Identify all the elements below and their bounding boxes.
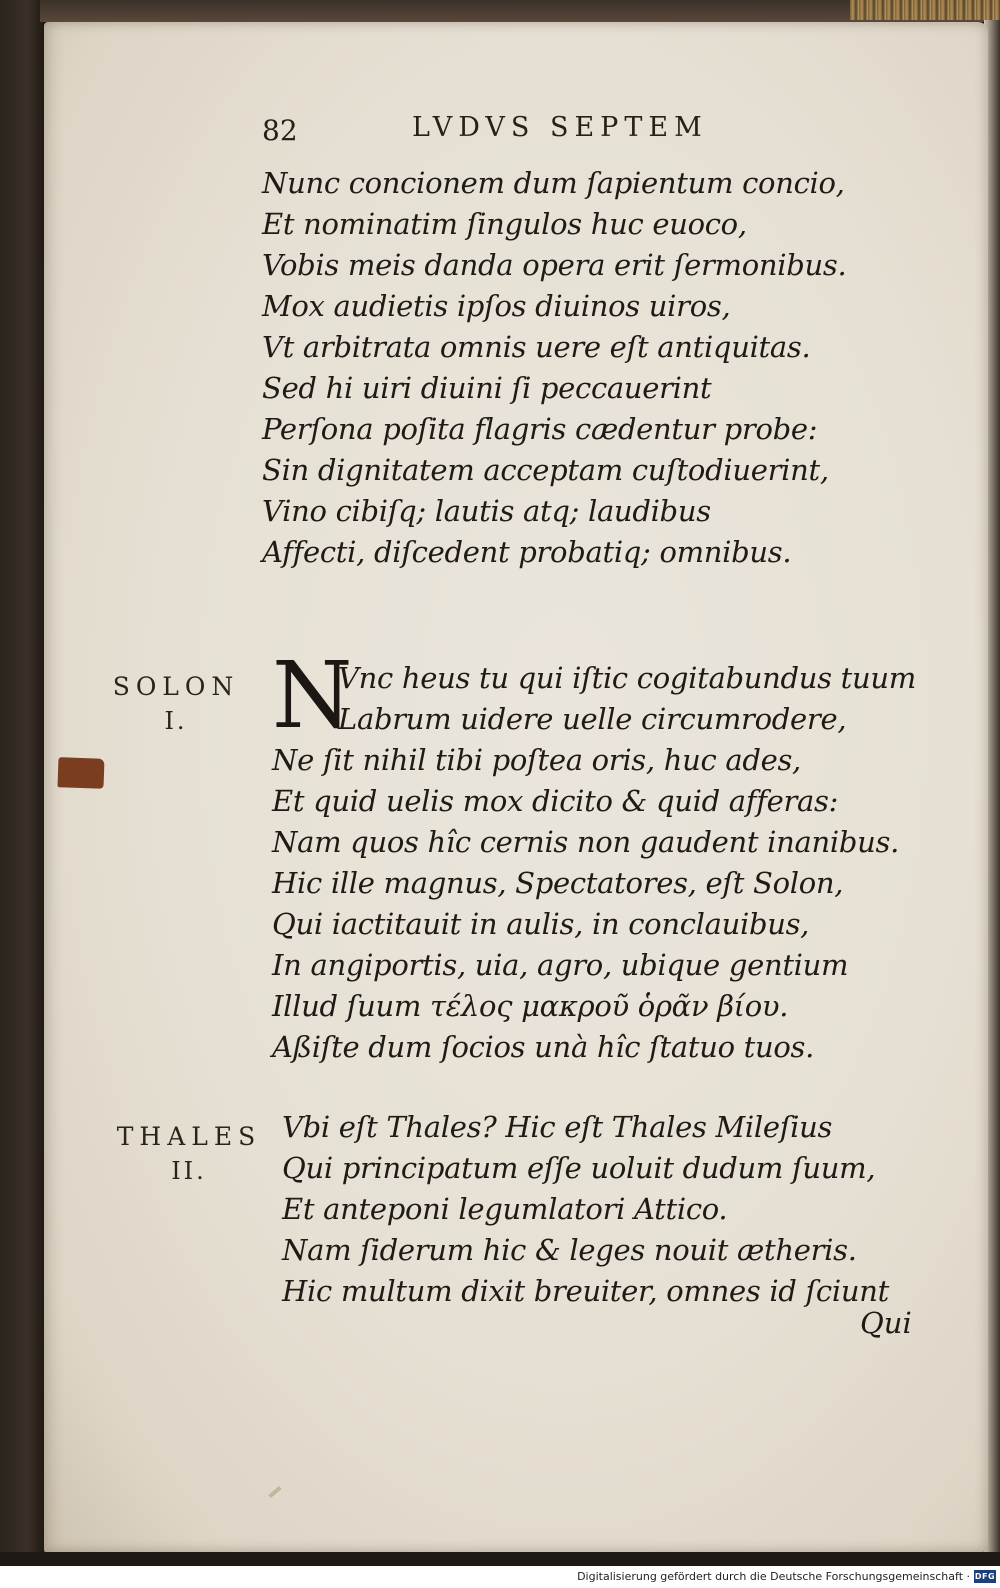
verse-line: Nam quos hîc cernis non gaudent inanibus. [272,825,899,859]
verse-line: Affecti, diſcedent probatiq; omnibus. [262,535,792,569]
running-title: LVDVS SEPTEM [412,112,708,143]
neighbor-pages-edge [850,0,1000,20]
speaker-name: SOLON [112,672,240,701]
speaker-label-solon [96,672,256,735]
verse-line: Vobis meis danda opera erit ſermonibus. [262,248,847,282]
verse-line: In angiportis, uia, agro, ubique gentium [272,948,849,982]
catchword: Qui [860,1306,912,1340]
verse-line: Ne ſit nihil tibi poſtea oris, huc ades, [272,743,801,777]
leather-tab [57,757,104,789]
verse-line: Mox audietis ipſos diuinos uiros, [262,289,731,323]
verse-line: Perſona poſita flagris cædentur probe: [262,412,818,446]
digitization-footer [0,1566,1000,1588]
verse-line: Et anteponi legumlatori Attico. [282,1192,728,1226]
verse-line: Vbi eſt Thales? Hic eſt Thales Mileſius [282,1110,833,1144]
drop-cap-initial: N [272,642,353,749]
verse-line: Vino cibiſq; lautis atq; laudibus [262,494,711,528]
speaker-number: I. [164,707,188,735]
verse-line: Qui principatum eſſe uoluit dudum ſuum, [282,1151,876,1185]
verse-line: Sed hi uiri diuini ſi peccauerint [262,371,712,405]
verse-line: Vnc heus tu qui iſtic cogitabundus tuum [338,661,916,695]
verse-line: Labrum uidere uelle circumrodere, [338,702,847,736]
verse-line: Illud ſuum τέλος μακροῦ ὁρᾶν βίου. [272,989,789,1023]
verse-line: Et quid uelis mox dicito & quid afferas: [272,784,839,818]
verse-line: Hic multum dixit breuiter, omnes id ſciunt [282,1274,889,1308]
book-spine [0,0,46,1560]
verse-line: Qui iactitauit in aulis, in conclauibus, [272,907,810,941]
speaker-name: THALES [116,1122,262,1151]
speaker-number: II. [171,1157,207,1185]
verse-line: Et nominatim ſingulos huc euoco, [262,207,747,241]
dfg-logo: DFG [974,1572,996,1581]
verse-line: Aßiſte dum ſocios unà hîc ſtatuo tuos. [272,1030,815,1064]
verse-line: Hic ille magnus, Spectatores, eſt Solon, [272,866,844,900]
verse-line: Nam ſiderum hic & leges nouit ætheris. [282,1233,857,1267]
verse-line: Vt arbitrata omnis uere eſt antiquitas. [262,330,811,364]
verse-line: Nunc concionem dum ſapientum concio, [262,166,845,200]
verse-line: Sin dignitatem acceptam cuſtodiuerint, [262,453,829,487]
page-number: 82 [262,114,298,147]
speaker-label-thales [104,1122,274,1185]
thales-verse-block [282,1107,889,1312]
solon-verse-block [272,642,916,1068]
funding-credit: Digitalisierung gefördert durch die Deutsche Forschungsgemeinschaft · [577,1570,970,1583]
intro-verse-block [262,163,846,573]
